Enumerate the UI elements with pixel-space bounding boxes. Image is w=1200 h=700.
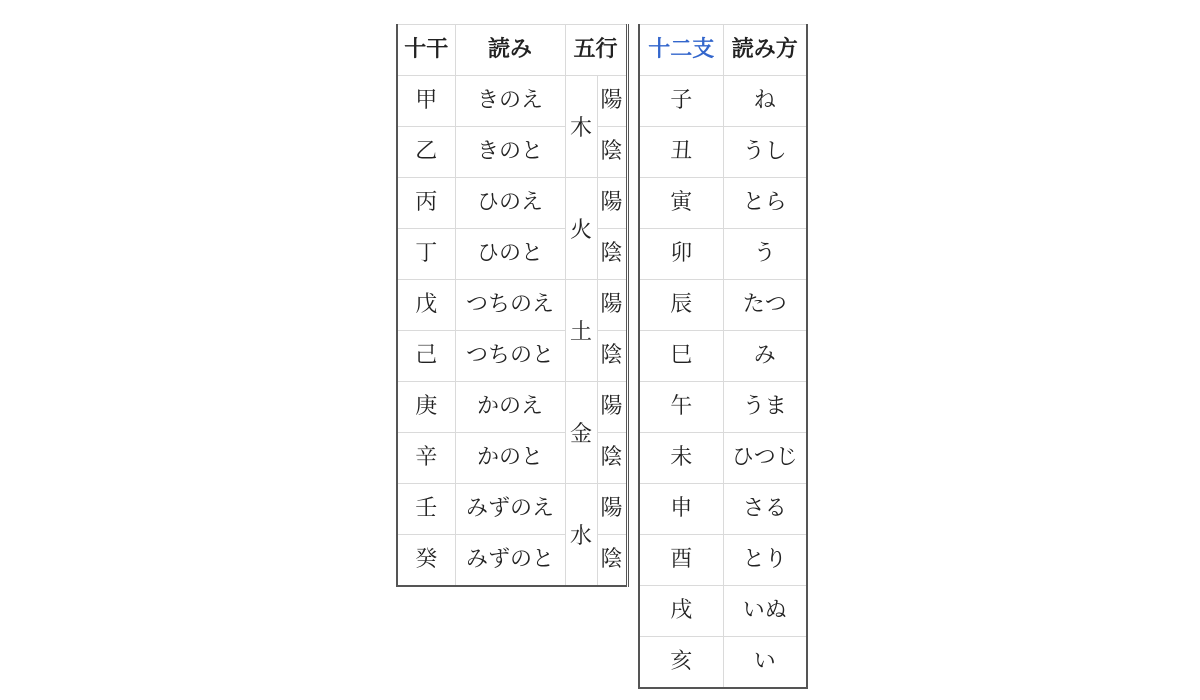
stems-header-row (397, 25, 627, 76)
reading-cell: きのえ (455, 76, 565, 127)
stem-cell: 丁 (397, 229, 455, 280)
earthly-branches-table (638, 24, 808, 689)
yinyang-cell: 陰 (597, 127, 627, 178)
reading-cell: かのと (455, 433, 565, 484)
branch-cell: 酉 (639, 535, 723, 586)
branch-cell: 卯 (639, 229, 723, 280)
reading-cell: きのと (455, 127, 565, 178)
reading-cell: とり (723, 535, 807, 586)
yinyang-cell: 陽 (597, 280, 627, 331)
branch-cell: 午 (639, 382, 723, 433)
yinyang-cell: 陽 (597, 178, 627, 229)
branch-cell: 亥 (639, 637, 723, 689)
reading-cell: つちのと (455, 331, 565, 382)
branch-cell: 寅 (639, 178, 723, 229)
branch-cell: 辰 (639, 280, 723, 331)
branch-cell: 戌 (639, 586, 723, 637)
reading-cell: ひのと (455, 229, 565, 280)
table-row (639, 535, 807, 586)
table-row (639, 178, 807, 229)
table-row (397, 280, 627, 331)
table-row (397, 178, 627, 229)
reading-cell: ひつじ (723, 433, 807, 484)
reading-cell: みずのと (455, 535, 565, 587)
reading-cell: かのえ (455, 382, 565, 433)
yinyang-cell: 陽 (597, 484, 627, 535)
table-row (639, 280, 807, 331)
stem-cell: 庚 (397, 382, 455, 433)
branch-cell: 丑 (639, 127, 723, 178)
table-row (639, 484, 807, 535)
table-row (397, 484, 627, 535)
reading-cell: さる (723, 484, 807, 535)
yinyang-cell: 陽 (597, 382, 627, 433)
table-row (639, 637, 807, 689)
element-cell: 木 (565, 76, 597, 178)
yinyang-cell: 陰 (597, 433, 627, 484)
table-row (639, 586, 807, 637)
reading-cell: い (723, 637, 807, 689)
stem-cell: 辛 (397, 433, 455, 484)
element-cell: 土 (565, 280, 597, 382)
heavenly-stems-table (396, 24, 629, 587)
reading-cell: とら (723, 178, 807, 229)
yinyang-cell: 陽 (597, 76, 627, 127)
stem-cell: 壬 (397, 484, 455, 535)
reading-cell: つちのえ (455, 280, 565, 331)
table-row (639, 229, 807, 280)
header-gogyo: 五行 (565, 25, 627, 76)
header-branch-link[interactable]: 十二支 (639, 25, 723, 76)
reading-cell: み (723, 331, 807, 382)
stem-cell: 己 (397, 331, 455, 382)
header-reading: 読み方 (723, 25, 807, 76)
element-cell: 金 (565, 382, 597, 484)
table-row (639, 433, 807, 484)
reading-cell: うし (723, 127, 807, 178)
reading-cell: う (723, 229, 807, 280)
header-reading: 読み (455, 25, 565, 76)
stem-cell: 丙 (397, 178, 455, 229)
table-row (397, 382, 627, 433)
branches-header-row (639, 25, 807, 76)
element-cell: 火 (565, 178, 597, 280)
branch-cell: 子 (639, 76, 723, 127)
element-cell: 水 (565, 484, 597, 587)
branch-cell: 未 (639, 433, 723, 484)
yinyang-cell: 陰 (597, 229, 627, 280)
stem-cell: 戊 (397, 280, 455, 331)
table-row (639, 127, 807, 178)
reading-cell: いぬ (723, 586, 807, 637)
reading-cell: ひのえ (455, 178, 565, 229)
stem-cell: 癸 (397, 535, 455, 587)
table-row (639, 382, 807, 433)
branch-cell: 申 (639, 484, 723, 535)
stem-cell: 乙 (397, 127, 455, 178)
reading-cell: みずのえ (455, 484, 565, 535)
table-row (639, 76, 807, 127)
stem-cell: 甲 (397, 76, 455, 127)
branch-cell: 巳 (639, 331, 723, 382)
header-stem: 十干 (397, 25, 455, 76)
reading-cell: うま (723, 382, 807, 433)
yinyang-cell: 陰 (597, 535, 627, 587)
table-row (397, 76, 627, 127)
reading-cell: ね (723, 76, 807, 127)
yinyang-cell: 陰 (597, 331, 627, 382)
reading-cell: たつ (723, 280, 807, 331)
table-row (639, 331, 807, 382)
